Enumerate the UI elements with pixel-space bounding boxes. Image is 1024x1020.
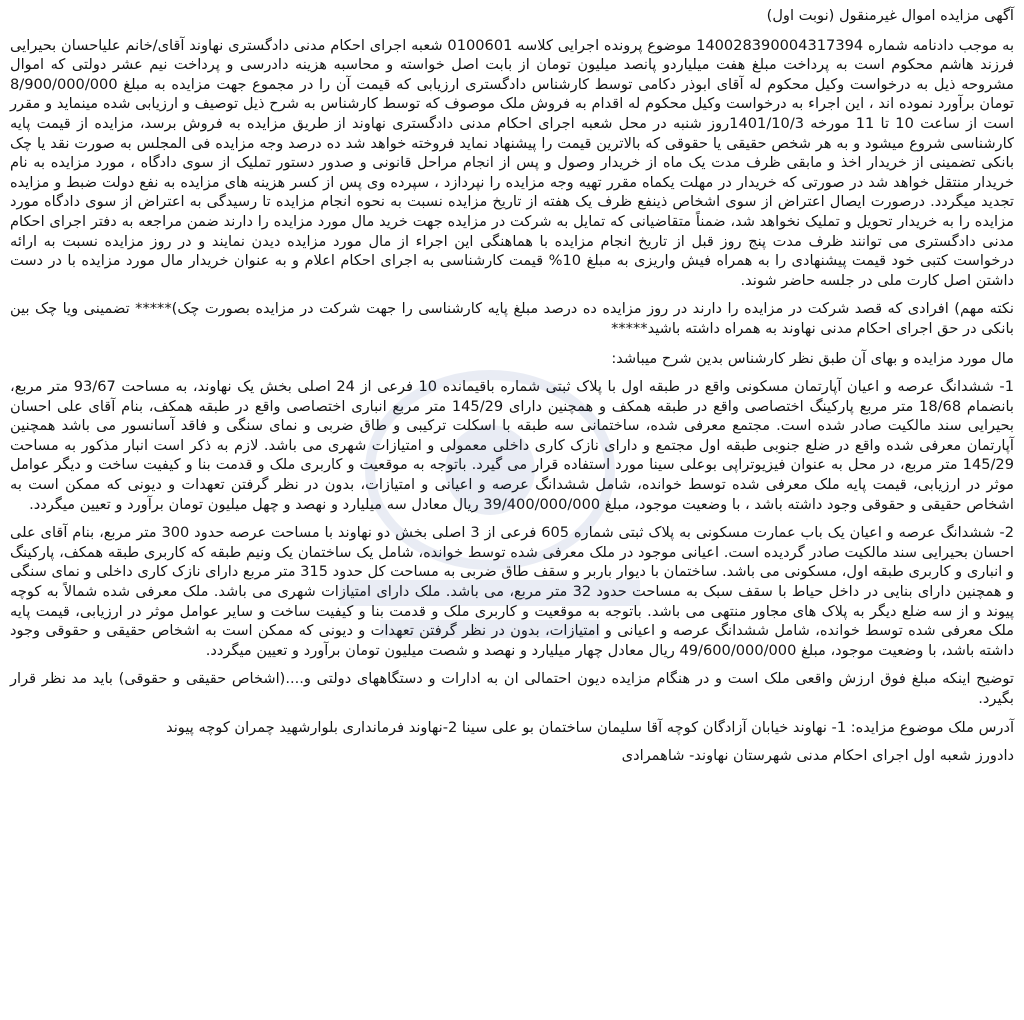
property-address: آدرس ملک موضوع مزایده: 1- نهاوند خیابان آزادگان کوچه آقا سلیمان ساختمان بو علی سینا 2-نهاوند فرمانداری بلوارشهید چمران کوچه پیوند: [166, 718, 1014, 736]
intro-paragraph: به موجب دادنامه شماره 140028390004317394 موضوع پرونده اجرایی کلاسه 0100601 شعبه اجرای احکام مدنی دادگستری نهاوند آقای/خانم علیاحسان بحیرایی فرزند هاشم محکوم است به پرداخت مبلغ هفت میلیاردو پانصد میلیون تومان از بابت اصل خواسته و محاسبه هزینه دادرسی و پرداخت نیم عشر دولتی که اموال مشروحه ذیل به درخواست وکیل محکوم له آقای ابوذر دکامی توسط کارشناس دادگستری ارزیابی که قیمت آن را در مجموع جهت مزایده به مبلغ 8/900/000/000 تومان برآورد نموده اند ، این اجراء به درخواست وکیل محکوم له اقدام به فروش ملک موصوف که توسط کارشناس به شرح ذیل توصیف و ارزیابی شده مینماید و مقرر است از ساعت 10 تا 11 مورخه 1401/10/3روز شنبه در محل شعبه اجرای احکام مدنی دادگستری نهاوند از طریق مزایده به فروش برسد، مزایده از قیمت پایه کارشناسی شروع میشود و به هر شخص حقیقی یا حقوقی که بالاترین قیمت را پیشنهاد نماید فروخته خواهد شد ده درصد وجه مزایده فی المجلس به صورت نقد یا چک بانکی تضمینی از خریدار اخذ و مابقی ظرف مدت یک ماه از خریدار وصول و پس از انجام مراحل قانونی و صدور دستور تملیک از سوی دادگاه ، مورد مزایده به نام خریدار منتقل خواهد شد در صورتی که خریدار در مهلت یکماه مقرر تهیه وجه مزایده را نپردازد ، سپرده وی پس از کسر هزینه های مزایده به نفع دولت ضبط و مزایده تجدید میگردد. درصورت ایصال اعتراض از سوی اشخاص ذینفع ظرف یک هفته از تاریخ مزایده نسبت به نحوه انجام مزایده تا رسیدگی به اعتراض از سوی دادگاه مورد مزایده را به خریدار تحویل و تملیک نخواهد شد، ضمناً متقاضیانی که تمایل به شرکت در مزایده جهت خرید مال مورد مزایده را دارند ضمن مراجعه به دفتر اجرای احکام مدنی دادگستری می توانند ظرف مدت پنج روز قبل از تاریخ انجام مزایده با هماهنگی این اجراء از مال مورد مزایده دیدن نمایند و در روز مزایده نسبت به ارائه درخواست کتبی خود قیمت پیشنهادی را به همراه فیش واریزی به مبلغ 10% قیمت کارشناسی به اجرای احکام اعلام و به عنوان خریدار مال مورد مزایده با در دست داشتن اصل کارت ملی در جلسه حاضر شوند.: [10, 36, 1015, 289]
property-item-1: 1- ششدانگ عرصه و اعیان آپارتمان مسکونی واقع در طبقه اول با پلاک ثبتی شماره باقیمانده 10 فرعی از 24 اصلی بخش یک نهاوند، به مساحت 93/67 متر مربع، بانضمام 18/68 متر مربع پارکینگ اختصاصی واقع در طبقه همکف و همچنین دارای 145/29 متر مربع انباری اختصاصی واقع در طبقه همکف، بنام آقای علی احسان بحیرایی سند مالکیت صادر شده است. مجتمع معرفی شده، ساختمانی سه طبقه با اسکلت ترکیبی و طاق ضربی و نمای سنگی و فاقد آسانسور می باشد همچنین آپارتمان معرفی شده واقع در ضلع جنوبی طبقه اول مجتمع و دارای نازک کاری داخلی معمولی و امتیازات شهری می باشد. لازم به ذکر است انبار مذکور به مساحت 145/29 متر مربع، در محل به عنوان فیزیوتراپی بوعلی سینا مورد استفاده قرار می گیرد. باتوجه به موقعیت و کاربری ملک و قدمت بنا و کیفیت ساخت و دیگر عوامل موثر در ارزیابی، قیمت پایه ملک معرفی شده توسط خوانده، شامل ششدانگ عرصه و اعیانی و امتیازات، بدون در نظر گرفتن تعهدات و دیونی که ممکن است به اشخاص حقیقی و حقوقی وجود داشته باشد ، با وضعیت موجود، مبلغ 39/400/000/000 ریال معادل سه میلیارد و نهصد و چهل میلیون تومان برآورد و تعیین میگردد.: [10, 378, 1014, 513]
signature-line: دادورز شعبه اول اجرای احکام مدنی شهرستان نهاوند- شاهمرادی: [621, 747, 1014, 765]
property-list-heading: مال مورد مزایده و بهای آن طبق نظر کارشناس بدین شرح میباشد:: [611, 349, 1014, 367]
important-note: نکته مهم) افرادی که قصد شرکت در مزایده را دارند در روز مزایده ده درصد مبلغ پایه کارشناسی را جهت شرکت در مزایده بصورت چک)***** تضمینی ویا چک بین بانکی در حق اجرای احکام مدنی نهاوند به همراه داشته باشید*****: [10, 300, 1014, 337]
property-item-2: 2- ششدانگ عرصه و اعیان یک باب عمارت مسکونی به پلاک ثبتی شماره 605 فرعی از 3 اصلی بخش دو نهاوند با مساحت عرصه حدود 300 متر مربع، بنام آقای علی احسان بحیرایی سند مالکیت صادر گردیده است. اعیانی موجود در ملک معرفی شده توسط خوانده، شامل یک ساختمان یک ونیم طبقه که کاربری طبقه همکف، پارکینگ و انباری و کاربری طبقه اول، مسکونی می باشد. ساختمان با دیوار باربر و سقف طاق ضربی به مساحت کل حدود 315 متر مربع دارای نازک کاری داخلی و نمای سنگی و همچنین دارای بنایی در داخل حیاط با سقف سبک به مساحت حدود 32 متر مربع، می باشد. ملک دارای امتیازات شهری می باشد. ملک معرفی شده شمالاً به کوچه پیوند و از سه ضلع دیگر به پلاک های مجاور منتهی می باشد. باتوجه به موقعیت و کاربری ملک و قدمت بنا و کیفیت ساخت و سایر عوامل موثر در ارزیابی، قیمت پایه ملک معرفی شده توسط خوانده، شامل ششدانگ عرصه و اعیانی و امتیازات، بدون در نظر گرفتن تعهدات و دیونی که ممکن است به اشخاص حقیقی و حقوقی وجود داشته باشد، با وضعیت موجود، مبلغ 49/600/000/000 ریال معادل چهار میلیارد و نهصد و شصت میلیون تومان برآورد و تعیین میگردد.: [10, 524, 1014, 659]
explanation-paragraph: توضیح اینکه مبلغ فوق ارزش واقعی ملک است و در هنگام مزایده دیون احتمالی ان به ادارات و دستگاههای دولتی و....(اشخاص حقیقی و حقوقی) باید مد نظر قرار بگیرد.: [10, 670, 1014, 707]
notice-title: آگهی مزایده اموال غیرمنقول (نوبت اول): [766, 7, 1014, 24]
